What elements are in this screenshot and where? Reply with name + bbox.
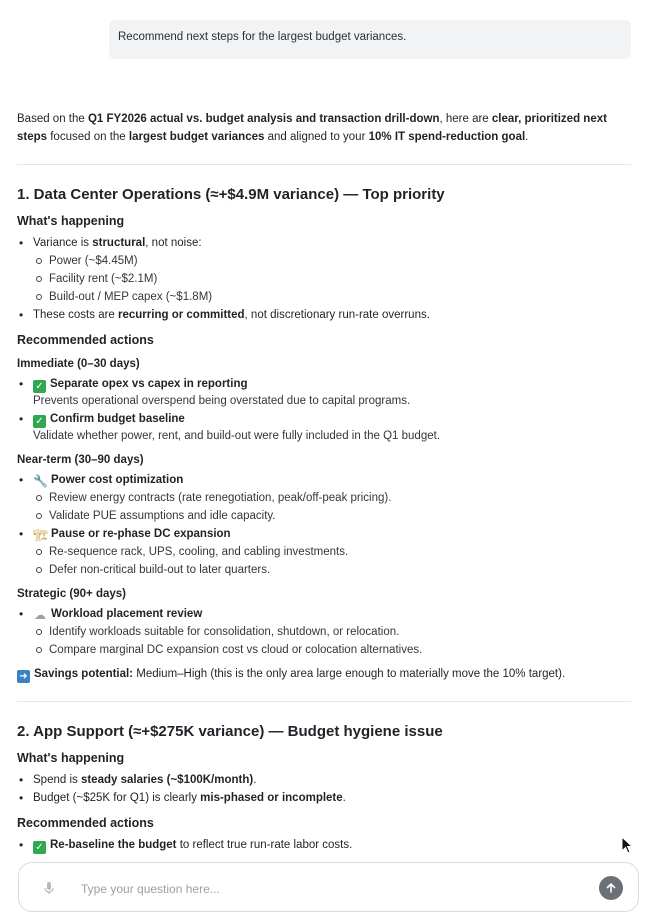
user-message-text: Recommend next steps for the largest budget variances. bbox=[118, 31, 407, 43]
savings-text: Medium–High (this is the only area large enough to materially move the 10% target). bbox=[133, 668, 566, 680]
subheading-recommended-actions: Recommended actions bbox=[17, 816, 154, 830]
phase-strategic: Strategic (90+ days) bbox=[17, 588, 126, 600]
text: , not discretionary run-rate overruns. bbox=[244, 309, 430, 321]
subheading-whats-happening: What's happening bbox=[17, 214, 125, 228]
action-description: Validate whether power, rent, and build-out were fully included in the Q1 budget. bbox=[33, 430, 441, 442]
list-item: Facility rent (~$2.1M) bbox=[33, 270, 631, 288]
assistant-response bbox=[17, 110, 631, 854]
cloud-icon: ☁ bbox=[34, 608, 46, 622]
bold-text: mis-phased or incomplete bbox=[200, 792, 343, 804]
list-item bbox=[17, 771, 631, 789]
mouse-cursor-icon bbox=[621, 836, 633, 854]
list-item: Defer non-critical build-out to later quarters. bbox=[33, 561, 631, 579]
response-intro bbox=[17, 110, 631, 146]
action-title: Pause or re-phase DC expansion bbox=[51, 528, 231, 540]
check-mark-icon: ✓ bbox=[33, 380, 46, 393]
recommended-actions-list bbox=[17, 836, 631, 854]
intro-bold: 10% IT spend-reduction goal bbox=[368, 131, 526, 143]
bold-text: recurring or committed bbox=[118, 309, 245, 321]
list-item: Build-out / MEP capex (~$1.8M) bbox=[33, 288, 631, 306]
savings-potential bbox=[17, 665, 631, 683]
subheading-recommended-actions: Recommended actions bbox=[17, 333, 154, 347]
sub-list bbox=[33, 623, 631, 659]
list-item bbox=[17, 836, 631, 854]
action-title: Workload placement review bbox=[51, 608, 203, 620]
intro-text: focused on the bbox=[47, 131, 129, 143]
send-button[interactable] bbox=[599, 876, 623, 900]
action-description: Prevents operational overspend being overstated due to capital programs. bbox=[33, 395, 411, 407]
bold-text: steady salaries (~$100K/month) bbox=[80, 774, 254, 786]
section-title-app-support: 2. App Support (≈+$275K variance) — Budget hygiene issue bbox=[17, 723, 443, 740]
list-item bbox=[17, 525, 631, 579]
whats-happening-list bbox=[17, 234, 631, 324]
immediate-actions-list bbox=[17, 375, 631, 445]
intro-bold: clear, prioritized next steps bbox=[17, 113, 607, 143]
action-title: Confirm budget baseline bbox=[50, 413, 185, 425]
intro-bold: Q1 FY2026 actual vs. budget analysis and transaction drill-down bbox=[87, 113, 440, 125]
list-item bbox=[17, 789, 631, 807]
intro-text: and aligned to your bbox=[264, 131, 369, 143]
whats-happening-list bbox=[17, 771, 631, 807]
sub-list bbox=[33, 543, 631, 579]
bold-text: structural bbox=[92, 237, 146, 249]
text: . bbox=[342, 792, 346, 804]
intro-bold: largest budget variances bbox=[128, 131, 265, 143]
intro-text: . bbox=[525, 131, 529, 143]
list-item: Validate PUE assumptions and idle capacity. bbox=[33, 507, 631, 525]
list-item bbox=[17, 605, 631, 659]
text: , not noise: bbox=[145, 237, 202, 249]
chat-composer bbox=[18, 862, 639, 912]
phase-immediate: Immediate (0–30 days) bbox=[17, 358, 140, 370]
list-item bbox=[17, 375, 631, 410]
divider bbox=[17, 164, 631, 165]
near-term-actions-list bbox=[17, 471, 631, 579]
text: Budget (~$25K for Q1) is clearly bbox=[33, 792, 201, 804]
question-input[interactable] bbox=[79, 878, 593, 900]
text: Variance is bbox=[33, 237, 93, 249]
list-item: Re-sequence rack, UPS, cooling, and cabling investments. bbox=[33, 543, 631, 561]
sub-list bbox=[33, 489, 631, 525]
text: These costs are bbox=[33, 309, 119, 321]
text: . bbox=[253, 774, 257, 786]
right-arrow-icon: ➜ bbox=[17, 670, 30, 683]
user-message-bubble bbox=[109, 20, 631, 59]
list-item: Compare marginal DC expansion cost vs cloud or colocation alternatives. bbox=[33, 641, 631, 659]
intro-text: Based on the bbox=[17, 113, 88, 125]
text: to reflect true run-rate labor costs. bbox=[176, 839, 353, 851]
action-title: Power cost optimization bbox=[51, 474, 184, 486]
text: Spend is bbox=[33, 774, 81, 786]
check-mark-icon: ✓ bbox=[33, 841, 46, 854]
list-item bbox=[17, 410, 631, 445]
list-item: Identify workloads suitable for consolidation, shutdown, or relocation. bbox=[33, 623, 631, 641]
list-item: Power (~$4.45M) bbox=[33, 252, 631, 270]
phase-near-term: Near-term (30–90 days) bbox=[17, 454, 144, 466]
send-arrow-icon bbox=[605, 882, 617, 894]
subheading-whats-happening: What's happening bbox=[17, 751, 125, 765]
section-title-data-center: 1. Data Center Operations (≈+$4.9M variance) — Top priority bbox=[17, 186, 445, 203]
strategic-actions-list bbox=[17, 605, 631, 659]
action-title: Re-baseline the budget bbox=[50, 839, 177, 851]
variance-breakdown-list bbox=[33, 252, 631, 306]
savings-label: Savings potential: bbox=[34, 668, 134, 680]
wrench-icon: 🔧 bbox=[33, 474, 48, 488]
microphone-icon[interactable] bbox=[43, 881, 55, 895]
divider bbox=[17, 701, 631, 702]
list-item bbox=[17, 471, 631, 525]
action-title: Separate opex vs capex in reporting bbox=[50, 378, 248, 390]
list-item bbox=[17, 234, 631, 306]
check-mark-icon: ✓ bbox=[33, 415, 46, 428]
list-item bbox=[17, 306, 631, 324]
list-item: Review energy contracts (rate renegotiation, peak/off-peak pricing). bbox=[33, 489, 631, 507]
construction-icon: 🏗 bbox=[33, 528, 49, 542]
intro-text: , here are bbox=[439, 113, 492, 125]
